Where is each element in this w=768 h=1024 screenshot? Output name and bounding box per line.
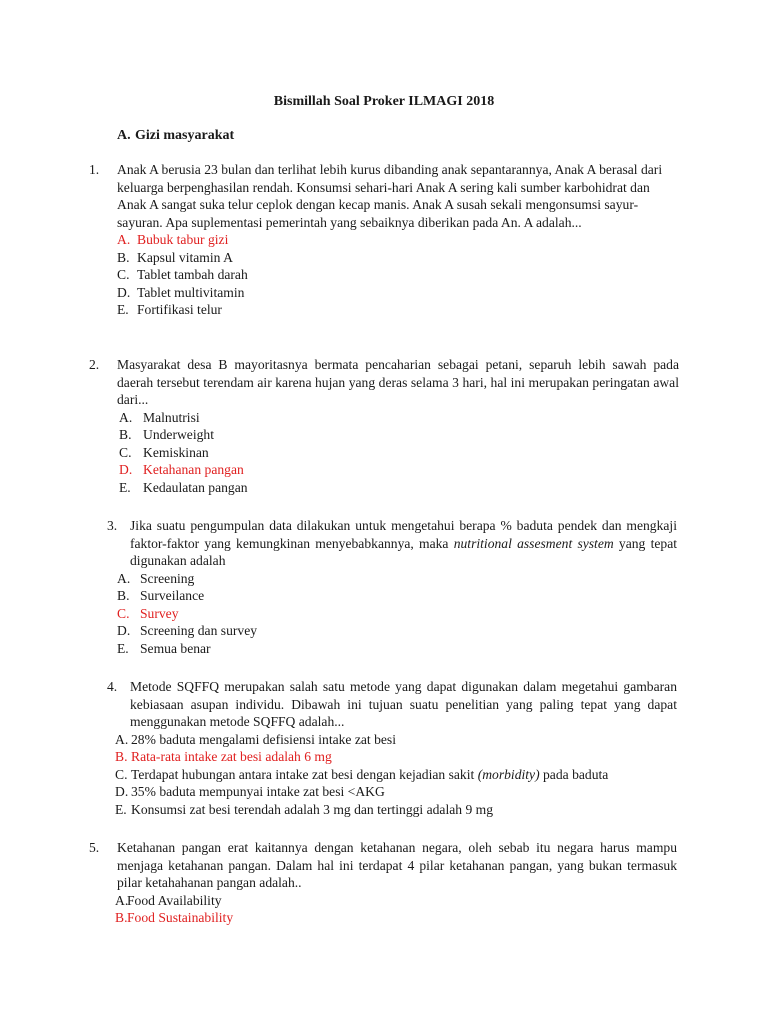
question-text: Jika suatu pengumpulan data dilakukan untuk mengetahui berapa % baduta pendek dan mengkaji faktor-faktor yang kemungkinan menyebabkannya, maka nutritional assesment system yang tepat digunakan adalah bbox=[130, 518, 678, 568]
question-number: 1. bbox=[89, 162, 100, 177]
option-list bbox=[89, 231, 679, 319]
option-list bbox=[107, 731, 677, 819]
option-d[interactable]: D. Tablet multivitamin bbox=[117, 284, 245, 300]
question-number: 5. bbox=[89, 840, 100, 855]
option-e[interactable]: E. Konsumsi zat besi terendah adalah 3 mg dan tertinggi adalah 9 mg bbox=[115, 801, 494, 817]
option-c[interactable]: C. Tablet tambah darah bbox=[117, 267, 248, 282]
question-number: 2. bbox=[89, 357, 100, 372]
option-b[interactable]: B. Surveilance bbox=[117, 588, 205, 603]
option-d[interactable]: D. Ketahanan pangan bbox=[119, 462, 244, 477]
option-list bbox=[107, 570, 677, 658]
section-label: Gizi masyarakat bbox=[135, 128, 235, 143]
question-text: Anak A berusia 23 bulan dan terlihat lebih kurus dibanding anak sepantarannya, Anak A berasal dari keluarga berpenghasilan rendah. Konsumsi sehari-hari Anak A sering kali sumber karbohidrat dan Anak A sangat suka telur ceplok dengan kecap manis. Anak A susah sekali mengonsumsi sayur-sayuran. Apa suplementasi pemerintah yang sebaiknya diberikan pada An. A adalah... bbox=[117, 162, 663, 230]
option-d[interactable]: D. 35% baduta mempunyai intake zat besi <AKG bbox=[115, 784, 385, 799]
question-text: Masyarakat desa B mayoritasnya bermata pencaharian sebagai petani, separuh lebih sawah pada daerah tersebut terendam air karena hujan yang deras selama 3 hari, hal ini merupakan peringatan awal dari... bbox=[117, 357, 679, 407]
question-3 bbox=[107, 517, 677, 657]
option-list bbox=[89, 409, 679, 497]
section-letter: A. bbox=[117, 128, 131, 143]
option-a[interactable]: A. Screening bbox=[117, 570, 195, 586]
option-b[interactable]: B.Food Sustainability bbox=[115, 910, 234, 925]
option-b[interactable]: B. Underweight bbox=[119, 427, 214, 442]
option-a[interactable]: A. 28% baduta mengalami defisiensi intake zat besi bbox=[115, 731, 396, 747]
document-title: Bismillah Soal Proker ILMAGI 2018 bbox=[273, 94, 495, 109]
option-e[interactable]: E. Fortifikasi telur bbox=[117, 302, 222, 317]
option-a[interactable]: A. Malnutrisi bbox=[119, 409, 200, 425]
option-c[interactable]: C. Survey bbox=[117, 605, 179, 621]
question-1 bbox=[89, 161, 679, 319]
option-b[interactable]: B. Rata-rata intake zat besi adalah 6 mg bbox=[115, 749, 332, 764]
question-number: 3. bbox=[107, 518, 118, 533]
option-c[interactable]: C. Terdapat hubungan antara intake zat besi dengan kejadian sakit (morbidity) pada baduta bbox=[115, 766, 609, 782]
question-number: 4. bbox=[107, 679, 118, 694]
option-e[interactable]: E. Semua benar bbox=[117, 640, 211, 656]
question-4 bbox=[107, 678, 677, 818]
option-b[interactable]: B. Kapsul vitamin A bbox=[117, 249, 233, 265]
question-2 bbox=[89, 356, 679, 496]
question-text: Metode SQFFQ merupakan salah satu metode yang dapat digunakan dalam megetahui gambaran kebiasaan asupan individu. Dibawah ini tujuan suatu penelitian yang paling tepat yang dapat menggunakan metode SQFFQ adalah... bbox=[130, 679, 677, 729]
option-c[interactable]: C. Kemiskinan bbox=[119, 444, 209, 460]
option-list bbox=[89, 892, 677, 927]
question-text: Ketahanan pangan erat kaitannya dengan ketahanan negara, oleh sebab itu negara harus mampu menjaga ketahanan pangan. Dalam hal ini terdapat 4 pilar ketahanan pangan, yang bukan termasuk pilar ketahahanan pangan adalah.. bbox=[117, 840, 677, 890]
question-5 bbox=[89, 839, 677, 927]
option-a[interactable]: A.Food Availability bbox=[115, 892, 222, 908]
option-e[interactable]: E. Kedaulatan pangan bbox=[119, 479, 248, 495]
option-a[interactable]: A. Bubuk tabur gizi bbox=[117, 232, 229, 247]
option-d[interactable]: D. Screening dan survey bbox=[117, 623, 258, 638]
section-heading bbox=[117, 127, 234, 145]
